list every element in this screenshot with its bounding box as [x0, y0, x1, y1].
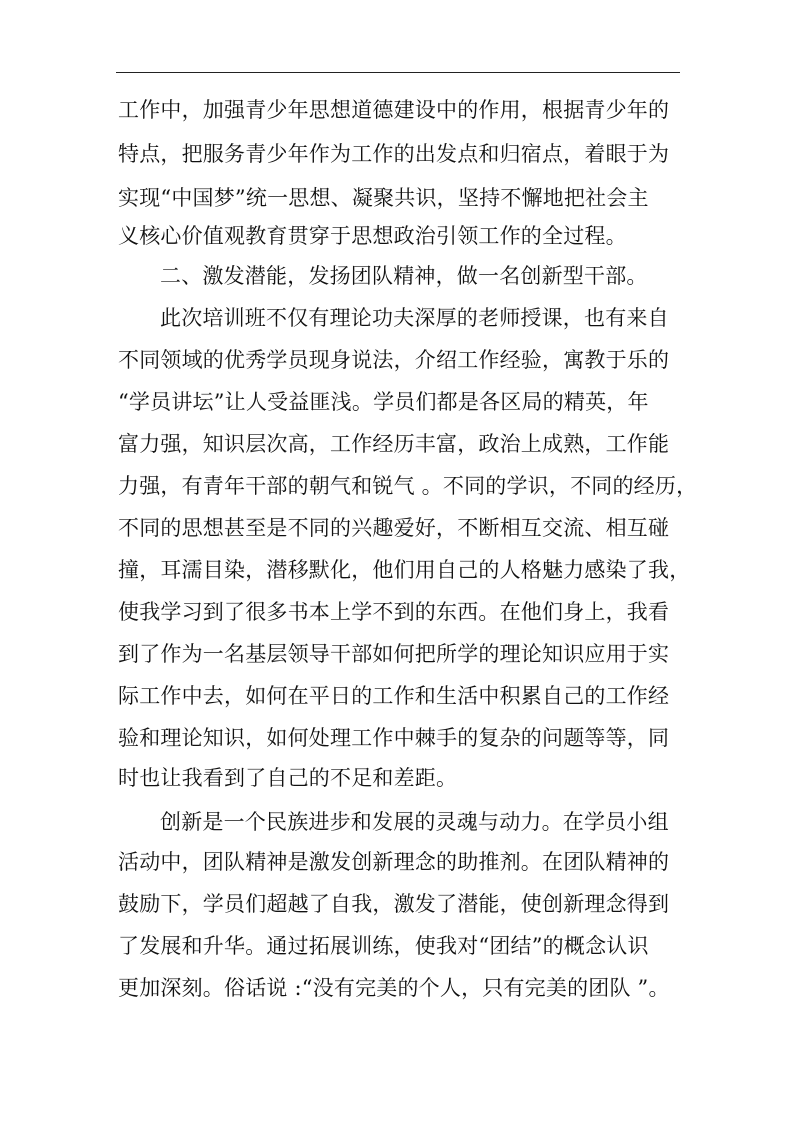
text-line: “学员讲坛”让人受益匪浅。学员们都是各区局的精英，年: [118, 390, 649, 414]
text-line: 实现“中国梦”统一思想、凝聚共识，坚持不懈地把社会主: [118, 186, 649, 210]
section-heading: 二、激发潜能，发扬团队精神，做一名创新型干部。: [160, 264, 648, 288]
text-line: 创新是一个民族进步和发展的灵魂与动力。在学员小组: [160, 810, 669, 834]
text-line: 力强，有青年干部的朝气和锐气 。不同的学识，不同的经历，: [118, 474, 698, 498]
text-line: 撞，耳濡目染，潜移默化，他们用自己的人格魅力感染了我，: [118, 558, 691, 582]
text-line: 不同领域的优秀学员现身说法，介绍工作经验，寓教于乐的: [118, 348, 670, 372]
text-line: 富力强，知识层次高，工作经历丰富，政治上成熟，工作能: [118, 432, 670, 456]
text-line: 使我学习到了很多书本上学不到的东西。在他们身上，我看: [118, 600, 670, 624]
text-line: 了发展和升华。通过拓展训练，使我对“团结”的概念认识: [118, 934, 649, 958]
text-line: 际工作中去，如何在平日的工作和生活中积累自己的工作经: [118, 684, 670, 708]
text-line: 特点，把服务青少年作为工作的出发点和归宿点，着眼于为: [118, 142, 670, 166]
text-line: 不同的思想甚至是不同的兴趣爱好，不断相互交流、相互碰: [118, 516, 670, 540]
text-line: 到了作为一名基层领导干部如何把所学的理论知识应用于实: [118, 642, 670, 666]
text-line: 更加深刻。俗话说 :“没有完美的个人，只有完美的团队 ”。: [118, 976, 670, 1000]
header-rule: [116, 72, 680, 73]
text-line: 义核心价值观教育贯穿于思想政治引领工作的全过程。: [118, 224, 627, 248]
text-line: 鼓励下，学员们超越了自我，激发了潜能，使创新理念得到: [118, 892, 670, 916]
text-line: 时也让我看到了自己的不足和差距。: [118, 766, 458, 790]
text-line: 验和理论知识，如何处理工作中棘手的复杂的问题等等，同: [118, 726, 670, 750]
text-line: 此次培训班不仅有理论功夫深厚的老师授课，也有来自: [160, 306, 669, 330]
text-line: 工作中，加强青少年思想道德建设中的作用，根据青少年的: [118, 98, 670, 122]
text-line: 活动中，团队精神是激发创新理念的助推剂。在团队精神的: [118, 850, 670, 874]
